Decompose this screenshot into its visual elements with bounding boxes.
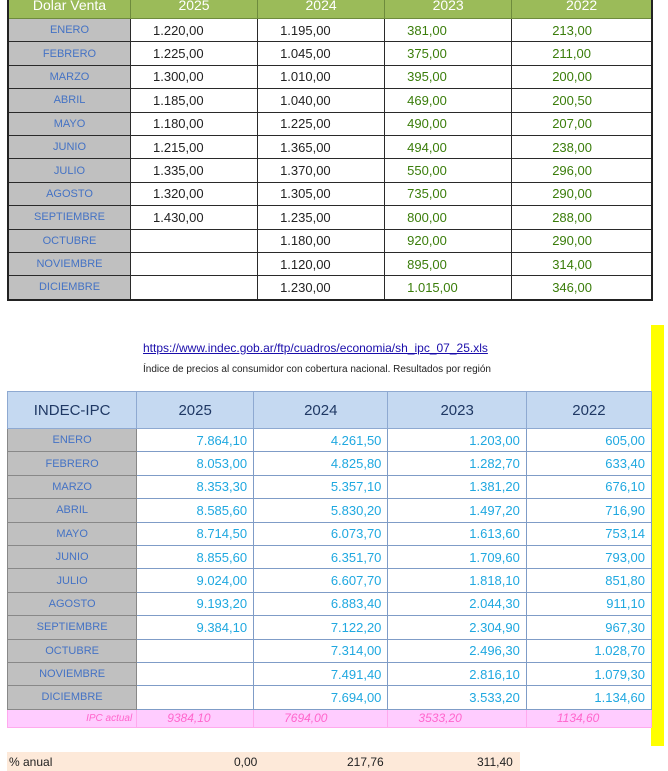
dolar-month-cell: ENERO — [8, 19, 131, 42]
dolar-value-2024: 1.120,00 — [258, 252, 385, 275]
dolar-value-2023: 800,00 — [385, 206, 512, 229]
ipc-header-2025: 2025 — [137, 392, 254, 429]
ipc-row — [8, 522, 652, 545]
dolar-header-2022: 2022 — [512, 0, 652, 19]
ipc-row — [8, 639, 652, 662]
ipc-month-cell: FEBRERO — [8, 452, 137, 475]
ipc-month-cell: JUNIO — [8, 545, 137, 568]
ipc-month-cell: ENERO — [8, 429, 137, 452]
dolar-value-2022: 290,00 — [512, 229, 652, 252]
indec-ipc-table — [7, 391, 652, 728]
ipc-value-2023: 1.818,10 — [388, 569, 526, 592]
anual-row — [7, 752, 520, 771]
dolar-row — [8, 206, 652, 229]
ipc-header-2024: 2024 — [254, 392, 388, 429]
dolar-value-2022: 207,00 — [512, 112, 652, 135]
ipc-value-2023: 1.709,60 — [388, 545, 526, 568]
ipc-row — [8, 616, 652, 639]
dolar-value-2023: 381,00 — [385, 19, 512, 42]
ipc-value-2022: 1.028,70 — [526, 639, 651, 662]
indec-source-link[interactable]: https://www.indec.gob.ar/ftp/cuadros/economia/sh_ipc_07_25.xls — [143, 341, 488, 355]
dolar-value-2025 — [131, 229, 258, 252]
ipc-row — [8, 662, 652, 685]
ipc-value-2022: 793,00 — [526, 545, 651, 568]
anual-2024: 217,76 — [347, 755, 384, 769]
dolar-value-2023: 920,00 — [385, 229, 512, 252]
ipc-value-2023: 1.381,20 — [388, 475, 526, 498]
ipc-month-cell: MARZO — [8, 475, 137, 498]
ipc-value-2025: 9.024,00 — [137, 569, 254, 592]
ipc-value-2023: 2.044,30 — [388, 592, 526, 615]
dolar-value-2023: 494,00 — [385, 135, 512, 158]
ipc-month-cell: AGOSTO — [8, 592, 137, 615]
dolar-month-cell: AGOSTO — [8, 182, 131, 205]
dolar-header-2025: 2025 — [131, 0, 258, 19]
dolar-value-2022: 211,00 — [512, 42, 652, 65]
ipc-value-2025 — [137, 686, 254, 709]
dolar-value-2022: 200,50 — [512, 89, 652, 112]
ipc-actual-2025: 9384,10 — [137, 709, 254, 727]
dolar-value-2025: 1.180,00 — [131, 112, 258, 135]
dolar-value-2025: 1.215,00 — [131, 135, 258, 158]
dolar-value-2024: 1.305,00 — [258, 182, 385, 205]
dolar-month-cell: ABRIL — [8, 89, 131, 112]
ipc-value-2022: 716,90 — [526, 499, 651, 522]
ipc-row — [8, 499, 652, 522]
ipc-value-2025: 8.714,50 — [137, 522, 254, 545]
ipc-value-2024: 6.883,40 — [254, 592, 388, 615]
ipc-value-2023: 2.304,90 — [388, 616, 526, 639]
dolar-value-2024: 1.010,00 — [258, 65, 385, 88]
dolar-month-cell: JULIO — [8, 159, 131, 182]
dolar-value-2022: 200,00 — [512, 65, 652, 88]
ipc-value-2025: 8.585,60 — [137, 499, 254, 522]
ipc-value-2023: 1.282,70 — [388, 452, 526, 475]
dolar-row — [8, 276, 652, 300]
ipc-value-2024: 4.825,80 — [254, 452, 388, 475]
dolar-month-cell: NOVIEMBRE — [8, 252, 131, 275]
dolar-value-2025: 1.320,00 — [131, 182, 258, 205]
dolar-row — [8, 19, 652, 42]
dolar-value-2022: 238,00 — [512, 135, 652, 158]
dolar-value-2025: 1.225,00 — [131, 42, 258, 65]
ipc-month-cell: MAYO — [8, 522, 137, 545]
dolar-month-cell: SEPTIEMBRE — [8, 206, 131, 229]
dolar-value-2024: 1.180,00 — [258, 229, 385, 252]
dolar-value-2025: 1.335,00 — [131, 159, 258, 182]
ipc-value-2025: 9.384,10 — [137, 616, 254, 639]
dolar-value-2024: 1.365,00 — [258, 135, 385, 158]
dolar-month-cell: FEBRERO — [8, 42, 131, 65]
dolar-value-2023: 490,00 — [385, 112, 512, 135]
dolar-row — [8, 112, 652, 135]
ipc-row — [8, 686, 652, 709]
ipc-value-2025: 8.353,30 — [137, 475, 254, 498]
dolar-row — [8, 65, 652, 88]
ipc-row — [8, 452, 652, 475]
ipc-value-2025 — [137, 662, 254, 685]
ipc-month-cell: NOVIEMBRE — [8, 662, 137, 685]
ipc-month-cell: OCTUBRE — [8, 639, 137, 662]
ipc-value-2022: 676,10 — [526, 475, 651, 498]
dolar-value-2023: 1.015,00 — [385, 276, 512, 300]
dolar-header-label: Dolar Venta — [8, 0, 131, 19]
anual-2025: 0,00 — [234, 755, 258, 769]
ipc-row — [8, 429, 652, 452]
dolar-row — [8, 89, 652, 112]
ipc-value-2025: 9.193,20 — [137, 592, 254, 615]
ipc-row — [8, 475, 652, 498]
dolar-month-cell: JUNIO — [8, 135, 131, 158]
ipc-value-2022: 1.079,30 — [526, 662, 651, 685]
dolar-venta-table — [7, 0, 653, 301]
ipc-value-2024: 7.314,00 — [254, 639, 388, 662]
ipc-value-2025: 8.855,60 — [137, 545, 254, 568]
ipc-value-2023: 1.497,20 — [388, 499, 526, 522]
dolar-value-2022: 213,00 — [512, 19, 652, 42]
dolar-month-cell: DICIEMBRE — [8, 276, 131, 300]
dolar-value-2024: 1.045,00 — [258, 42, 385, 65]
ipc-value-2022: 633,40 — [526, 452, 651, 475]
dolar-month-cell: MAYO — [8, 112, 131, 135]
dolar-row — [8, 135, 652, 158]
dolar-value-2024: 1.225,00 — [258, 112, 385, 135]
ipc-value-2024: 7.694,00 — [254, 686, 388, 709]
ipc-value-2024: 5.357,10 — [254, 475, 388, 498]
anual-2023: 311,40 — [477, 755, 513, 769]
dolar-value-2025 — [131, 276, 258, 300]
ipc-table-body — [8, 429, 652, 728]
ipc-value-2022: 605,00 — [526, 429, 651, 452]
dolar-value-2024: 1.230,00 — [258, 276, 385, 300]
ipc-value-2024: 6.607,70 — [254, 569, 388, 592]
ipc-month-cell: DICIEMBRE — [8, 686, 137, 709]
yellow-highlight-bar — [651, 325, 664, 746]
dolar-value-2025: 1.300,00 — [131, 65, 258, 88]
ipc-value-2025 — [137, 639, 254, 662]
ipc-row — [8, 592, 652, 615]
ipc-value-2025: 7.864,10 — [137, 429, 254, 452]
ipc-value-2024: 4.261,50 — [254, 429, 388, 452]
dolar-value-2023: 550,00 — [385, 159, 512, 182]
ipc-value-2025: 8.053,00 — [137, 452, 254, 475]
ipc-row — [8, 569, 652, 592]
dolar-row — [8, 229, 652, 252]
ipc-row — [8, 545, 652, 568]
ipc-month-cell: JULIO — [8, 569, 137, 592]
dolar-value-2024: 1.370,00 — [258, 159, 385, 182]
dolar-value-2022: 296,00 — [512, 159, 652, 182]
ipc-month-cell: ABRIL — [8, 499, 137, 522]
dolar-header-row — [8, 0, 652, 19]
dolar-value-2023: 395,00 — [385, 65, 512, 88]
ipc-value-2024: 5.830,20 — [254, 499, 388, 522]
ipc-value-2024: 6.073,70 — [254, 522, 388, 545]
ipc-value-2022: 967,30 — [526, 616, 651, 639]
ipc-value-2023: 2.816,10 — [388, 662, 526, 685]
dolar-value-2024: 1.235,00 — [258, 206, 385, 229]
dolar-value-2023: 735,00 — [385, 182, 512, 205]
ipc-value-2023: 1.203,00 — [388, 429, 526, 452]
dolar-value-2025: 1.220,00 — [131, 19, 258, 42]
ipc-header-label: INDEC-IPC — [8, 392, 137, 429]
dolar-row — [8, 252, 652, 275]
dolar-row — [8, 159, 652, 182]
dolar-value-2022: 288,00 — [512, 206, 652, 229]
dolar-value-2025: 1.430,00 — [131, 206, 258, 229]
ipc-value-2024: 7.122,20 — [254, 616, 388, 639]
ipc-actual-2024: 7694,00 — [254, 709, 388, 727]
ipc-value-2022: 1.134,60 — [526, 686, 651, 709]
ipc-value-2022: 911,10 — [526, 592, 651, 615]
ipc-month-cell: SEPTIEMBRE — [8, 616, 137, 639]
dolar-table-body — [8, 19, 652, 300]
ipc-value-2024: 6.351,70 — [254, 545, 388, 568]
dolar-value-2023: 895,00 — [385, 252, 512, 275]
dolar-value-2023: 469,00 — [385, 89, 512, 112]
ipc-actual-label: IPC actual — [8, 709, 137, 727]
dolar-month-cell: MARZO — [8, 65, 131, 88]
ipc-value-2022: 851,80 — [526, 569, 651, 592]
dolar-value-2025: 1.185,00 — [131, 89, 258, 112]
dolar-month-cell: OCTUBRE — [8, 229, 131, 252]
ipc-header-row — [8, 392, 652, 429]
dolar-value-2022: 346,00 — [512, 276, 652, 300]
ipc-value-2022: 753,14 — [526, 522, 651, 545]
ipc-value-2023: 2.496,30 — [388, 639, 526, 662]
dolar-row — [8, 182, 652, 205]
ipc-actual-2023: 3533,20 — [388, 709, 526, 727]
dolar-header-2023: 2023 — [385, 0, 512, 19]
ipc-header-2023: 2023 — [388, 392, 526, 429]
dolar-value-2023: 375,00 — [385, 42, 512, 65]
dolar-value-2024: 1.040,00 — [258, 89, 385, 112]
ipc-header-2022: 2022 — [526, 392, 651, 429]
ipc-actual-row — [8, 709, 652, 727]
dolar-value-2022: 290,00 — [512, 182, 652, 205]
ipc-actual-2022: 1134,60 — [526, 709, 651, 727]
ipc-value-2024: 7.491,40 — [254, 662, 388, 685]
dolar-value-2022: 314,00 — [512, 252, 652, 275]
ipc-value-2023: 3.533,20 — [388, 686, 526, 709]
ipc-value-2023: 1.613,60 — [388, 522, 526, 545]
dolar-value-2024: 1.195,00 — [258, 19, 385, 42]
dolar-value-2025 — [131, 252, 258, 275]
dolar-row — [8, 42, 652, 65]
source-description: Índice de precios al consumidor con cobertura nacional. Resultados por región — [143, 364, 491, 375]
anual-label: % anual — [9, 755, 53, 769]
dolar-header-2024: 2024 — [258, 0, 385, 19]
